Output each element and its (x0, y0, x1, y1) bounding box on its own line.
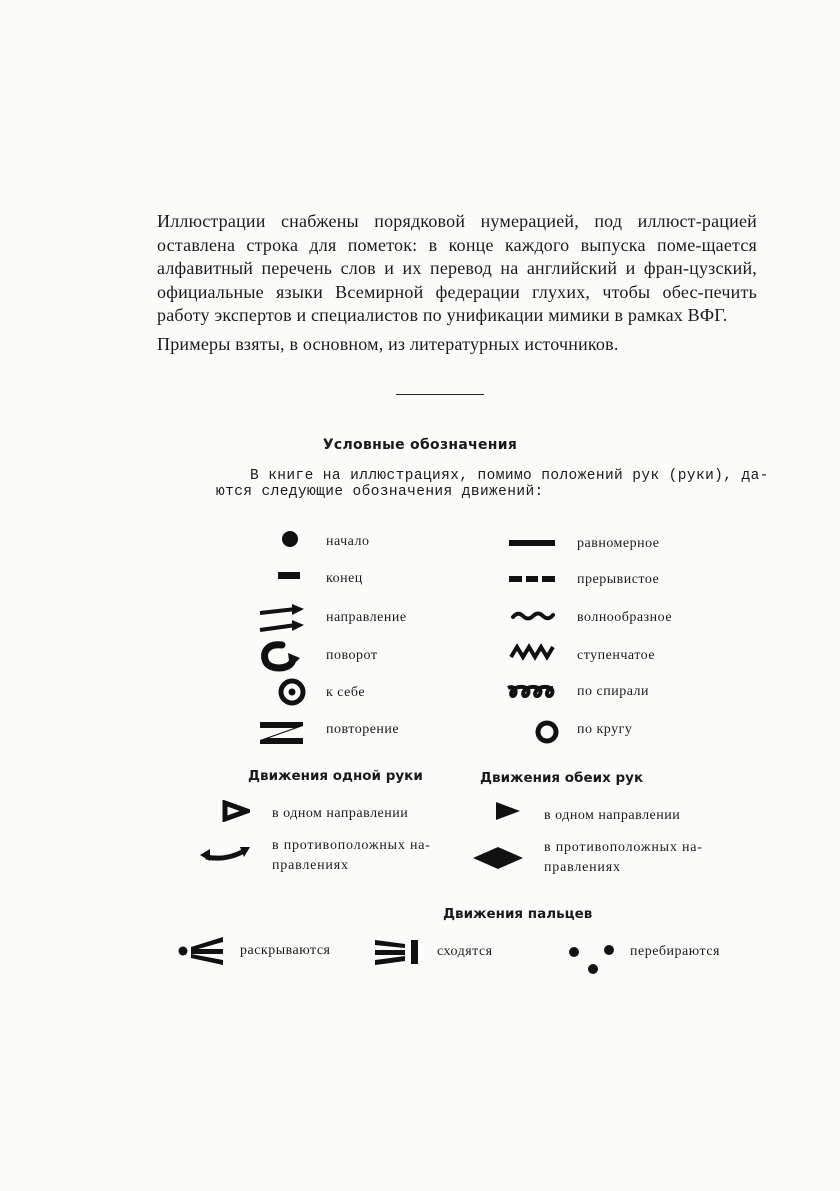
both-hands-opposite-line-1: в противоположных на- (544, 840, 703, 855)
section-divider (396, 394, 484, 395)
dashed-line-icon (509, 576, 557, 584)
opposite-arrows-icon (200, 843, 252, 867)
zigzag-line-icon (509, 643, 557, 661)
filled-triangle-icon (494, 800, 522, 822)
one-hand-opposite-line-2: правлениях (272, 858, 349, 873)
toward-self-icon (278, 678, 306, 706)
legend-title: Условные обозначения (322, 437, 518, 453)
legend-label-wavy: волнообразное (577, 610, 673, 625)
intro-text (157, 210, 757, 356)
legend-label-spiral: по спирали (577, 684, 650, 699)
arrows-icon (258, 604, 306, 634)
legend-label-toward-self: к себе (326, 685, 366, 700)
legend-label-intermittent: прерывистое (577, 572, 660, 587)
legend-label-end: конец (326, 571, 363, 586)
legend-label-rotation: поворот (326, 648, 378, 663)
both-hands-opposite (544, 838, 703, 878)
circle-icon (535, 720, 559, 744)
both-hands-opposite-line-2: правлениях (544, 860, 621, 875)
both-hands-same-direction: в одном направлении (544, 808, 681, 823)
repetition-icon (259, 720, 305, 746)
legend-label-circle: по кругу (577, 722, 633, 737)
solid-line-icon (509, 540, 557, 548)
spiral-line-icon (507, 682, 557, 702)
one-hand-title: Движения одной руки (248, 768, 423, 784)
fingers-close-icon (373, 936, 423, 968)
legend-label-uniform: равномерное (577, 536, 660, 551)
one-hand-opposite-line-1: в противоположных на- (272, 838, 431, 853)
rotation-icon (260, 640, 302, 672)
intro-paragraph-2: Примеры взяты, в основном, из литературных источников. (157, 333, 619, 354)
legend-intro (216, 468, 769, 500)
filled-diamond-icon (472, 846, 524, 870)
fingers-sort-label: перебираются (630, 944, 720, 959)
wave-line-icon (511, 610, 555, 622)
legend-label-repetition: повторение (326, 722, 400, 737)
filled-dot-icon (281, 530, 299, 548)
short-dash-icon (278, 572, 300, 580)
legend-label-start: начало (326, 534, 370, 549)
one-hand-same-direction: в одном направлении (272, 806, 409, 821)
one-hand-opposite (272, 836, 431, 876)
fingers-sort-icon (566, 940, 618, 976)
fingers-open-icon (177, 934, 227, 968)
legend-label-stepped: ступенчатое (577, 648, 656, 663)
legend-intro-line-1: В книге на иллюстрациях, помимо положений рук (руки), да- (250, 468, 769, 484)
outline-triangle-icon (222, 800, 250, 822)
fingers-open-label: раскрываются (240, 943, 331, 958)
legend-intro-line-2: ются следующие обозначения движений: (216, 484, 544, 500)
legend-label-direction: направление (326, 610, 407, 625)
fingers-close-label: сходятся (437, 944, 493, 959)
fingers-title: Движения пальцев (443, 906, 593, 922)
intro-paragraph-1: Иллюстрации снабжены порядковой нумерацией, под иллюст-рацией оставлена строка для пометок: в конце каждого выпуска поме-щается алфавитный перечень слов и их перевод на английский и фран-цузский, официальные языки Всемирной федерации глухих, чтобы обес-печить работу экспертов и специалистов по унификации мимики в рамках ВФГ. (157, 211, 757, 325)
both-hands-title: Движения обеих рук (480, 770, 644, 786)
